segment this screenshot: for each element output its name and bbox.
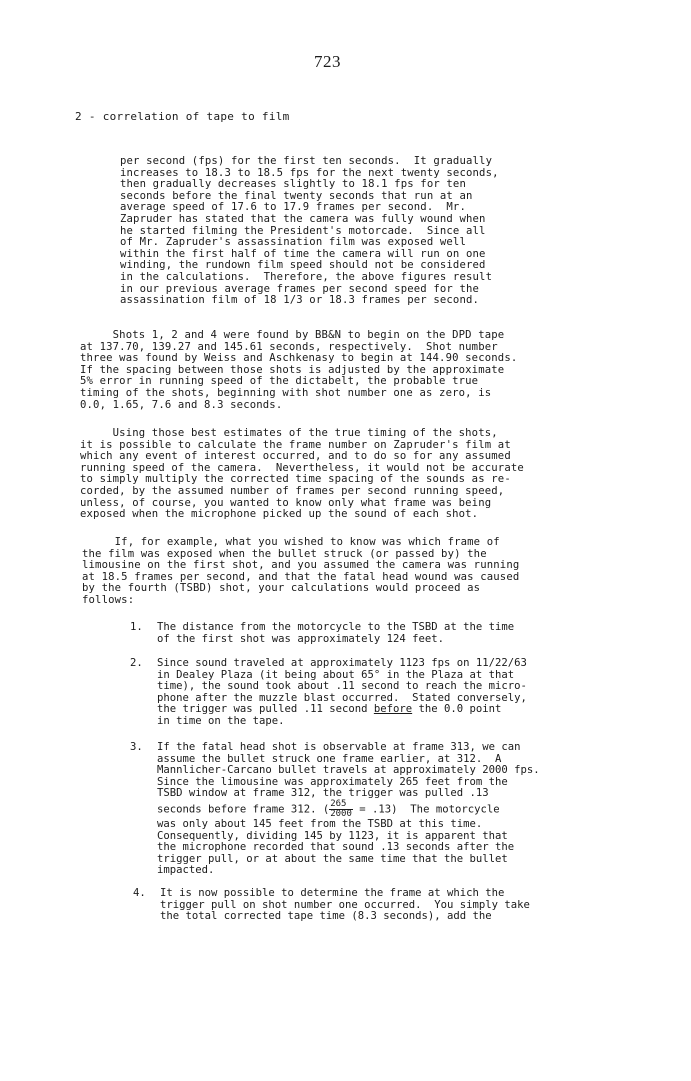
text-line: the microphone recorded that sound .13 seconds after the — [157, 841, 515, 854]
text-line: the film was exposed when the bullet struck (or passed by) the — [82, 547, 487, 560]
text-line: If the fatal head shot is observable at frame 313, we can — [157, 741, 521, 753]
text-line: Consequently, dividing 145 by 1123, it is apparent that — [157, 829, 508, 842]
text-line: winding, the rundown film speed should not be considered — [120, 259, 486, 272]
list-item-text — [160, 888, 530, 923]
text-line: three was found by Weiss and Aschkenasy to begin at 144.90 seconds. — [80, 352, 518, 365]
list-item-text — [157, 658, 527, 728]
text-line: 0.0, 1.65, 7.6 and 8.3 seconds. — [80, 398, 283, 411]
text-line: the total corrected tape time (8.3 seconds), add the — [160, 910, 492, 923]
text-line: in the calculations. Therefore, the above figures result — [120, 270, 493, 283]
text-line: unless, of course, you wanted to know only what frame was being — [80, 496, 492, 509]
paragraph-1 — [120, 156, 499, 307]
fraction-numerator: 265 — [329, 800, 353, 810]
text-line: If, for example, what you wished to know was which frame of — [82, 536, 500, 548]
equation-line — [157, 800, 540, 819]
text-line: at 18.5 frames per second, and that the fatal head wound was caused — [82, 570, 520, 583]
section-header: 2 - correlation of tape to film — [75, 110, 290, 123]
page-number: 723 — [314, 52, 341, 71]
text-line: Zapruder has stated that the camera was fully wound when — [120, 212, 486, 225]
text-line: was only about 145 feet from the TSBD at this time. — [157, 817, 483, 830]
text-line: corded, by the assumed number of frames per second running speed, — [80, 484, 505, 497]
list-item-number: 4. — [133, 887, 146, 899]
paragraph-3 — [80, 428, 524, 521]
text-line: within the first half of time the camera will run on one — [120, 247, 486, 260]
list-item-2 — [130, 658, 600, 730]
text-line: Since the limousine was approximately 265 feet from the — [157, 775, 508, 788]
text-line: which any event of interest occurred, and to do so for any assumed — [80, 450, 511, 463]
text-line: limousine on the first shot, and you assumed the camera was running — [82, 559, 520, 572]
text-line: to simply multiply the corrected time spacing of the sounds as re- — [80, 473, 511, 486]
fraction — [329, 800, 353, 819]
text-line: exposed when the microphone picked up the sound of each shot. — [80, 508, 479, 521]
text-line: in time on the tape. — [157, 714, 285, 727]
text-line: impacted. — [157, 864, 215, 877]
text-line: seconds before the final twenty seconds that run at an — [120, 189, 473, 202]
list-item-number: 1. — [130, 621, 143, 633]
text-line: then gradually decreases slightly to 18.1 fps for ten — [120, 178, 466, 191]
list-item-4 — [133, 888, 603, 924]
text-line: timing of the shots, beginning with shot number one as zero, is — [80, 386, 492, 399]
text-line: 5% error in running speed of the dictabelt, the probable true — [80, 375, 479, 388]
text-line: per second (fps) for the first ten seconds. It gradually — [120, 155, 493, 167]
text-line: by the fourth (TSBD) shot, your calculations would proceed as — [82, 582, 481, 595]
text-line: It is now possible to determine the frame at which the — [160, 887, 505, 899]
text-line: assume the bullet struck one frame earlier, at 312. A — [157, 752, 502, 765]
text-line: it is possible to calculate the frame number on Zapruder's film at — [80, 438, 511, 451]
text-line: at 137.70, 139.27 and 145.61 seconds, respectively. Shot number — [80, 340, 498, 353]
list-item-3 — [130, 741, 610, 877]
list-item-text — [157, 622, 514, 645]
text-line: of Mr. Zapruder's assassination film was exposed well — [120, 236, 466, 249]
text-span: the 0.0 point — [412, 703, 502, 716]
text-span: seconds before frame 312. ( — [157, 803, 330, 816]
text-line: average speed of 17.6 to 17.9 frames per second. Mr. — [120, 201, 466, 214]
text-line: Shots 1, 2 and 4 were found by BB&N to begin on the DPD tape — [80, 329, 505, 341]
text-line: follows: — [82, 593, 135, 606]
text-line: he started filming the President's motorcade. Since all — [120, 224, 486, 237]
text-line: Since sound traveled at approximately 1123 fps on 11/22/63 — [157, 657, 527, 669]
text-line: If the spacing between those shots is adjusted by the approximate — [80, 363, 505, 376]
list-item-number: 3. — [130, 741, 143, 753]
text-line: time), the sound took about .11 second to reach the micro- — [157, 680, 527, 693]
text-line: in Dealey Plaza (it being about 65° in the Plaza at that — [157, 668, 515, 681]
paragraph-2 — [80, 330, 517, 411]
text-line: TSBD window at frame 312, the trigger was pulled .13 — [157, 787, 489, 800]
underlined-word: before — [373, 703, 413, 716]
text-line: in our previous average frames per second speed for the — [120, 282, 480, 295]
text-line: phone after the muzzle blast occurred. Stated conversely, — [157, 691, 527, 704]
paragraph-4 — [82, 537, 519, 607]
text-line: trigger pull on shot number one occurred. You simply take — [160, 898, 530, 911]
list-item-1 — [130, 622, 600, 646]
text-line: The distance from the motorcycle to the TSBD at the time — [157, 621, 515, 633]
text-line: running speed of the camera. Nevertheless, it would not be accurate — [80, 461, 524, 474]
fraction-denominator: 2000 — [330, 808, 352, 819]
text-line: trigger pull, or at about the same time that the bullet — [157, 852, 508, 865]
text-span: = .13) The motorcycle — [352, 803, 500, 816]
text-line: Mannlicher-Carcano bullet travels at approximately 2000 fps. — [157, 764, 540, 777]
list-item-number: 2. — [130, 657, 143, 669]
text-line: Using those best estimates of the true timing of the shots, — [80, 427, 498, 439]
text-line: of the first shot was approximately 124 feet. — [157, 632, 445, 645]
list-item-text — [157, 742, 540, 877]
text-line: increases to 18.3 to 18.5 fps for the next twenty seconds, — [120, 166, 499, 179]
text-line: assassination film of 18 1/3 or 18.3 frames per second. — [120, 294, 480, 307]
text-span: the trigger was pulled .11 second — [157, 703, 374, 716]
